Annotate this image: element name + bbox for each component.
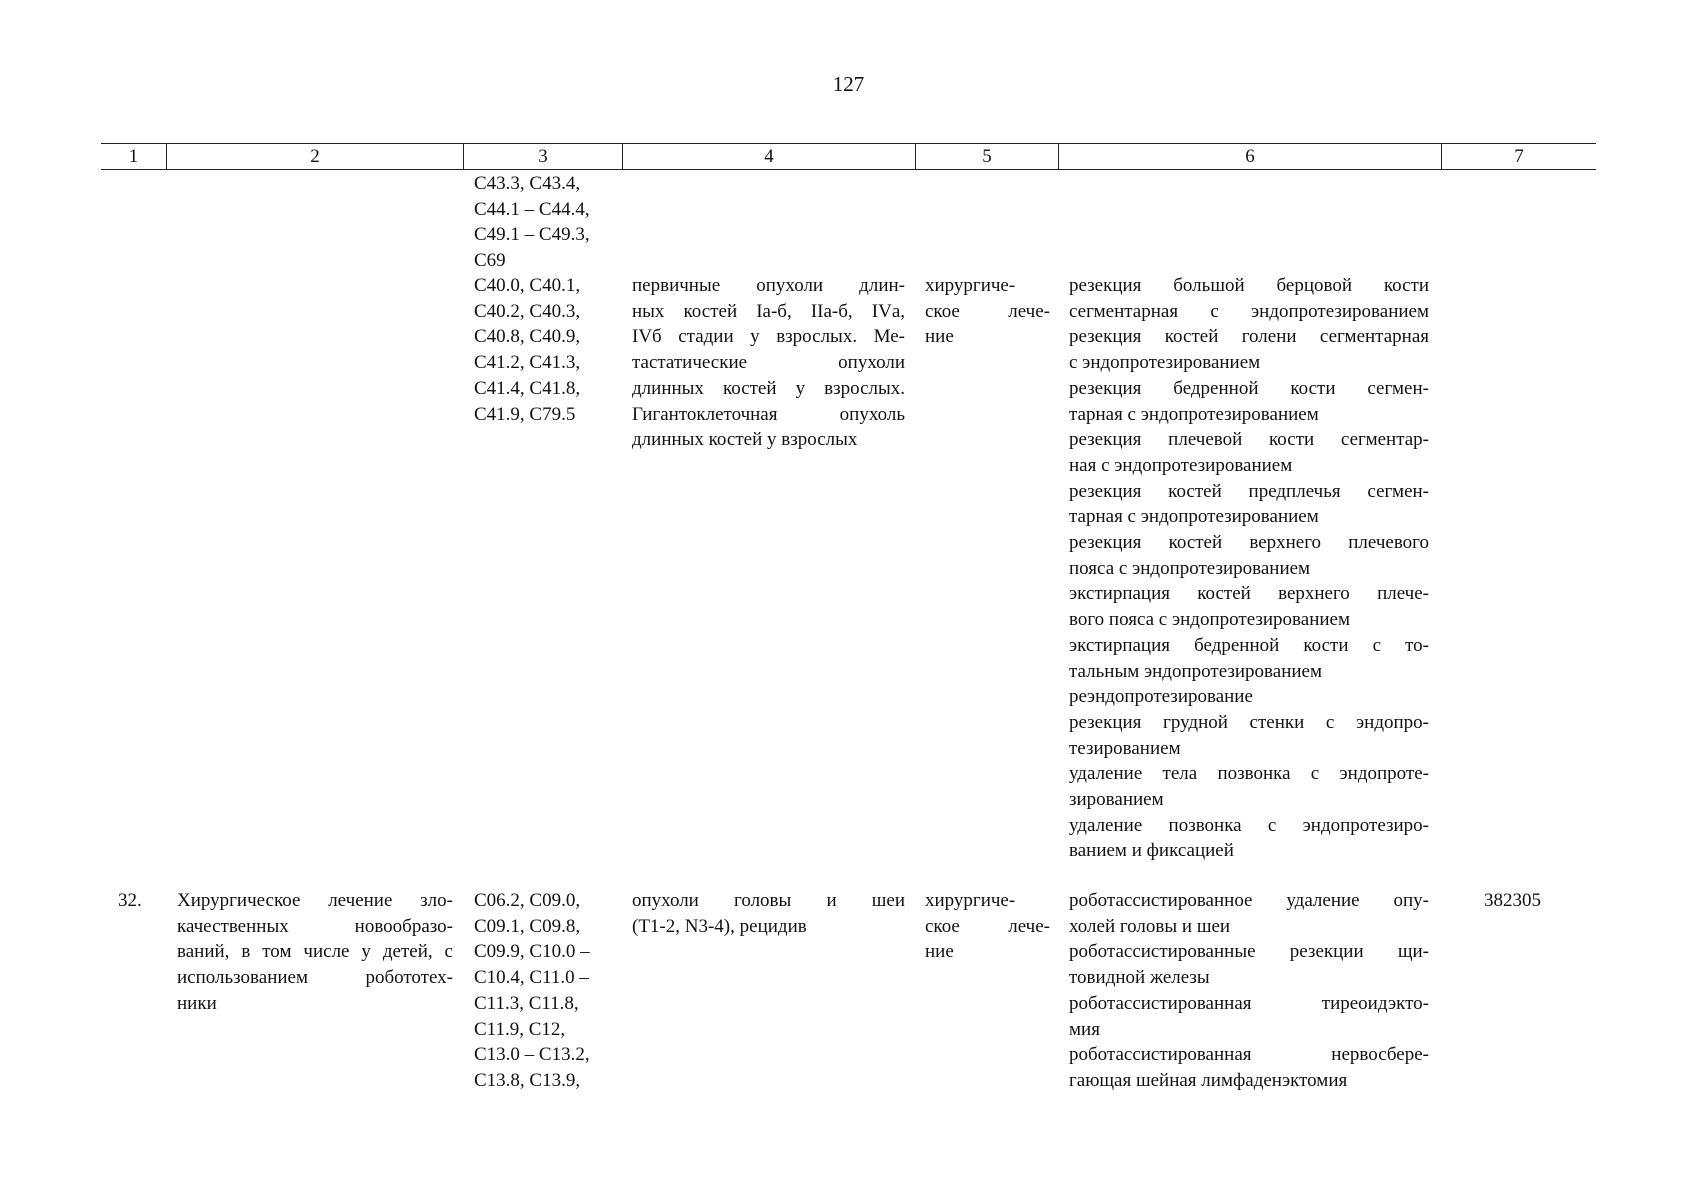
method-line: реэндопротезирование — [1069, 686, 1253, 708]
treatment-type-line: хирургиче- — [925, 890, 1016, 911]
diagnosis-line: длинных костей у взрослых. — [632, 377, 905, 399]
cost-value: 382305 — [1484, 890, 1541, 911]
row32-title — [177, 888, 453, 1017]
code-line: C11.9, C12, — [474, 1018, 566, 1040]
method-line: резекция плечевой кости сегментар- — [1069, 429, 1429, 451]
header-col-6: 6 — [1059, 144, 1442, 169]
method-line: тезированием — [1069, 737, 1181, 759]
title-line: ники — [177, 992, 217, 1014]
title-line: ваний, в том числе у детей, с — [177, 941, 453, 963]
diagnosis-line: длинных костей у взрослых — [632, 429, 858, 451]
code-line: C41.2, C41.3, — [474, 352, 581, 374]
method-line: роботассистированное удаление опу- — [1069, 890, 1429, 911]
code-line: C11.3, C11.8, — [474, 992, 579, 1014]
treatment-type-line: ние — [925, 941, 954, 963]
method-line: резекция большой берцовой кости — [1069, 275, 1429, 296]
code-line: C41.4, C41.8, — [474, 377, 581, 399]
code-line: C41.9, C79.5 — [474, 403, 576, 425]
treatment-type-line: ское лече- — [925, 300, 1050, 322]
header-col-2: 2 — [167, 144, 464, 169]
page-number: 127 — [832, 72, 865, 96]
method-line: резекция костей верхнего плечевого — [1069, 532, 1429, 554]
method-line: резекция костей предплечья сегмен- — [1069, 480, 1429, 502]
diagnosis-line: ных костей Iа-б, IIа-б, IVа, — [632, 300, 905, 322]
table-header-row — [101, 143, 1596, 170]
header-col-3: 3 — [464, 144, 623, 169]
row-number — [118, 888, 158, 914]
diagnosis-line: (T1-2, N3-4), рецидив — [632, 915, 807, 937]
code-line: C69 — [474, 250, 506, 272]
code-line: C13.8, C13.9, — [474, 1069, 581, 1091]
code-line: C06.2, C09.0, — [474, 890, 581, 911]
diagnosis-line: тастатические опухоли — [632, 352, 905, 374]
bone-methods — [1069, 273, 1429, 864]
method-line: вого пояса с эндопротезированием — [1069, 609, 1350, 631]
diagnosis-line: опухоли головы и шеи — [632, 890, 905, 911]
title-line: качественных новообразо- — [177, 915, 453, 937]
bone-diagnosis — [632, 273, 905, 453]
code-line: C49.1 – C49.3, — [474, 224, 590, 246]
header-col-4: 4 — [623, 144, 916, 169]
code-line: C13.0 – C13.2, — [474, 1044, 590, 1066]
diagnosis-line: Гигантоклеточная опухоль — [632, 403, 905, 425]
code-line: C40.0, C40.1, — [474, 275, 581, 296]
method-line: тарная с эндопротезированием — [1069, 506, 1319, 528]
row32-codes — [474, 888, 614, 1094]
method-line: зированием — [1069, 789, 1164, 811]
method-line: мия — [1069, 1018, 1100, 1040]
method-line: экстирпация бедренной кости с то- — [1069, 634, 1429, 656]
method-line: гающая шейная лимфаденэктомия — [1069, 1069, 1348, 1091]
method-line: тарная с эндопротезированием — [1069, 403, 1319, 425]
bone-treatment-type — [925, 273, 1050, 350]
method-line: с эндопротезированием — [1069, 352, 1261, 374]
code-line: C09.1, C09.8, — [474, 915, 581, 937]
method-line: ванием и фиксацией — [1069, 840, 1234, 862]
diagnosis-line: IVб стадии у взрослых. Ме- — [632, 326, 905, 348]
row-number-text: 32. — [118, 890, 142, 911]
method-line: роботассистированная тиреоидэкто- — [1069, 992, 1429, 1014]
code-line: C44.1 – C44.4, — [474, 198, 590, 220]
method-line: сегментарная с эндопротезированием — [1069, 300, 1429, 322]
treatment-type-line: ское лече- — [925, 915, 1050, 937]
row32-diagnosis — [632, 888, 905, 939]
method-line: роботассистированные резекции щи- — [1069, 941, 1429, 963]
bone-codes — [474, 273, 614, 427]
method-line: удаление позвонка с эндопротезиро- — [1069, 814, 1429, 836]
method-line: холей головы и шеи — [1069, 915, 1231, 937]
header-col-1: 1 — [101, 144, 167, 169]
method-line: экстирпация костей верхнего плече- — [1069, 583, 1429, 605]
title-line: Хирургическое лечение зло- — [177, 890, 453, 911]
method-line: ная с эндопротезированием — [1069, 454, 1293, 476]
method-line: товидной железы — [1069, 967, 1210, 989]
method-line: удаление тела позвонка с эндопроте- — [1069, 763, 1429, 785]
method-line: резекция грудной стенки с эндопро- — [1069, 711, 1429, 733]
row32-cost — [1484, 888, 1568, 914]
method-line: резекция костей голени сегментарная — [1069, 326, 1429, 348]
treatment-type-line: ние — [925, 326, 954, 348]
method-line: тальным эндопротезированием — [1069, 660, 1322, 682]
method-line: пояса с эндопротезированием — [1069, 557, 1311, 579]
cont-codes — [474, 171, 614, 274]
title-line: использованием робототех- — [177, 967, 453, 989]
row32-methods — [1069, 888, 1429, 1094]
treatment-type-line: хирургиче- — [925, 275, 1016, 296]
method-line: резекция бедренной кости сегмен- — [1069, 377, 1429, 399]
method-line: роботассистированная нервосбере- — [1069, 1044, 1429, 1066]
diagnosis-line: первичные опухоли длин- — [632, 275, 905, 296]
code-line: C10.4, C11.0 – — [474, 967, 589, 989]
code-line: C40.8, C40.9, — [474, 326, 581, 348]
code-line: C09.9, C10.0 – — [474, 941, 590, 963]
row32-treatment-type — [925, 888, 1050, 965]
header-col-7: 7 — [1514, 146, 1524, 167]
code-line: C40.2, C40.3, — [474, 300, 581, 322]
code-line: C43.3, C43.4, — [474, 173, 581, 194]
header-col-5: 5 — [916, 144, 1059, 169]
